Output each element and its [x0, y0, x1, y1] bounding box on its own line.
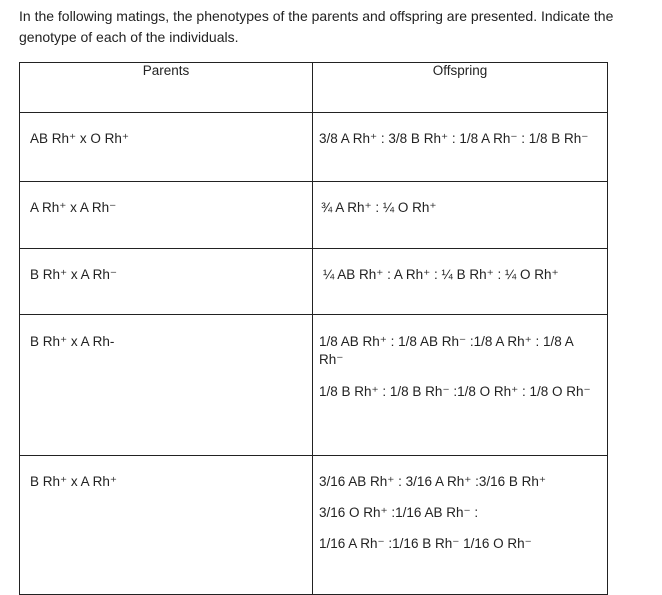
table-header-row	[20, 63, 608, 113]
table-row	[20, 182, 608, 249]
parents-phenotype: AB Rh⁺ x O Rh⁺	[30, 131, 130, 146]
parents-cell	[20, 113, 313, 182]
offspring-ratio: 1/8 B Rh⁺ : 1/8 B Rh⁻ :1/8 O Rh⁺ : 1/8 O Rh⁻	[319, 384, 591, 399]
parents-cell	[20, 456, 313, 595]
parents-phenotype: B Rh⁺ x A Rh⁺	[30, 474, 118, 489]
offspring-cell	[313, 315, 608, 456]
header-parents: Parents	[20, 63, 313, 113]
offspring-ratio: 3/16 O Rh⁺ :1/16 AB Rh⁻ :	[319, 505, 479, 520]
parents-phenotype: B Rh⁺ x A Rh-	[30, 334, 115, 349]
offspring-ratio: ¾ A Rh⁺ : ¼ O Rh⁺	[321, 200, 437, 215]
parents-cell	[20, 249, 313, 315]
table-row	[20, 113, 608, 182]
table-row	[20, 249, 608, 315]
offspring-cell	[313, 249, 608, 315]
offspring-cell	[313, 113, 608, 182]
parents-phenotype: B Rh⁺ x A Rh⁻	[30, 267, 118, 282]
offspring-ratio: ¼ AB Rh⁺ : A Rh⁺ : ¼ B Rh⁺ : ¼ O Rh⁺	[323, 267, 559, 282]
matings-table	[19, 62, 608, 595]
offspring-ratio: 3/16 AB Rh⁺ : 3/16 A Rh⁺ :3/16 B Rh⁺	[319, 474, 547, 489]
table-row	[20, 456, 608, 595]
offspring-ratio: 1/16 A Rh⁻ :1/16 B Rh⁻ 1/16 O Rh⁻	[319, 536, 532, 551]
parents-cell	[20, 315, 313, 456]
offspring-ratio: 3/8 A Rh⁺ : 3/8 B Rh⁺ : 1/8 A Rh⁻ : 1/8 B Rh⁻	[319, 131, 589, 146]
offspring-cell	[313, 182, 608, 249]
table-row	[20, 315, 608, 456]
instructions-text: In the following matings, the phenotypes of the parents and offspring are presented. Indicate the genotype of each of the individuals.	[19, 8, 614, 45]
parents-phenotype: A Rh⁺ x A Rh⁻	[30, 200, 117, 215]
offspring-cell	[313, 456, 608, 595]
header-offspring: Offspring	[313, 63, 608, 113]
offspring-ratio: 1/8 AB Rh⁺ : 1/8 AB Rh⁻ :1/8 A Rh⁺ : 1/8 A Rh⁻	[319, 334, 574, 367]
parents-cell	[20, 182, 313, 249]
